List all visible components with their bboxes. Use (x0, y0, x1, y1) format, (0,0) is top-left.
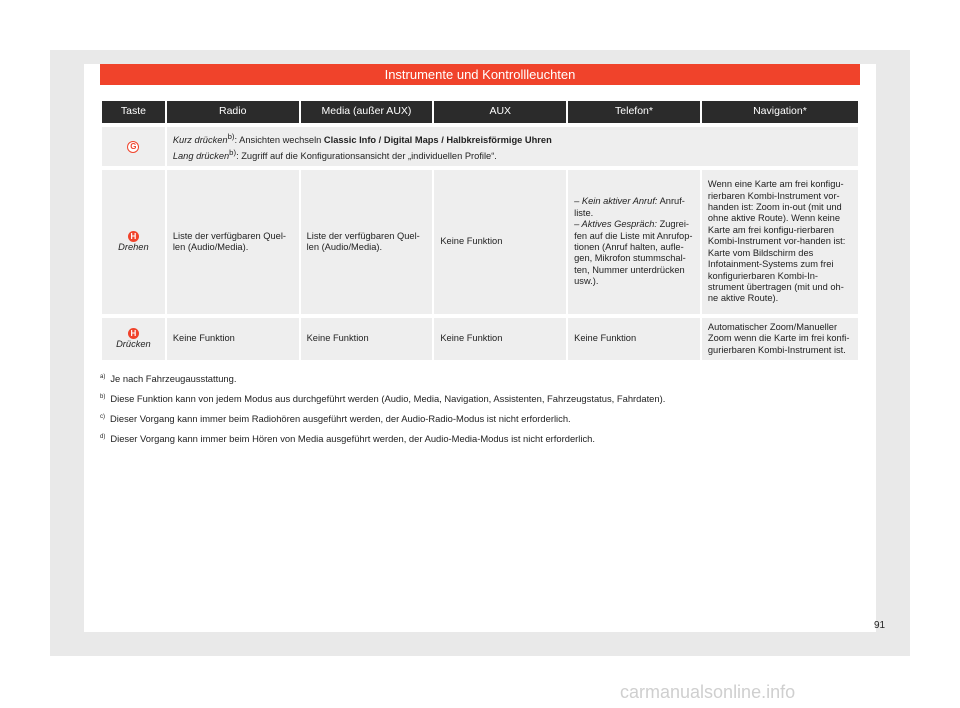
footnote-text: Diese Funktion kann von jedem Modus aus durchgeführt werden (Audio, Media, Navigation, Assistenten, Fahrzeugstatus, Fahrdaten). (110, 393, 666, 405)
section-title: Instrumente und Kontrollleuchten (100, 64, 860, 85)
key-action-label: Drehen (118, 242, 149, 252)
cell-radio: Keine Funktion (167, 314, 299, 360)
footnote-mark: d) (100, 434, 106, 441)
cell-telefon (568, 166, 700, 314)
key-cell-h-druecken (102, 314, 165, 360)
page-number: 91 (874, 620, 886, 631)
cell-media: Keine Funktion (301, 314, 433, 360)
controls-table (100, 101, 860, 360)
footnotes (100, 368, 860, 449)
cell-navigation: Automatischer Zoom/Manueller Zoom wenn die Karte im frei konfi-gurierbaren Kombi-Instrument ist. (702, 314, 858, 360)
footnote-mark: b) (100, 394, 106, 401)
table-row (102, 166, 858, 314)
footnote (100, 428, 860, 448)
footnote-mark: c) (100, 414, 105, 421)
active-call-label: – Aktives Gespräch: (574, 219, 657, 230)
header-taste: Taste (102, 101, 165, 123)
watermark: carmanualsonline.info (620, 682, 796, 702)
key-cell-g (102, 123, 165, 166)
key-g-icon: G (127, 141, 139, 153)
cell-aux: Keine Funktion (434, 314, 566, 360)
row-g-description (167, 123, 858, 166)
footnote-ref: b) (229, 147, 237, 157)
long-press-text: : Zugriff auf die Konfigurationsansicht der „individuellen Profile“. (236, 150, 497, 161)
header-media: Media (außer AUX) (301, 101, 433, 123)
footnote (100, 408, 860, 428)
key-action-label: Drücken (116, 339, 151, 350)
footnote-text: Dieser Vorgang kann immer beim Hören von Media ausgeführt werden, der Audio-Media-Modus ist nicht erforderlich. (110, 433, 595, 445)
long-press-label: Lang drücken (172, 150, 230, 161)
table-header-row (102, 101, 858, 123)
header-navigation: Navigation* (702, 101, 858, 123)
short-press-label: Kurz drücken (172, 135, 228, 146)
cell-telefon: Keine Funktion (568, 314, 700, 360)
table-row (102, 123, 858, 166)
key-h-icon: H (128, 231, 139, 242)
header-radio: Radio (167, 101, 299, 123)
footnote-ref: b) (227, 132, 235, 141)
footnote-mark: a) (100, 374, 106, 380)
header-telefon: Telefon* (568, 101, 700, 123)
key-cell-h-drehen (102, 166, 165, 314)
table-row (102, 314, 858, 360)
cell-aux: Keine Funktion (434, 166, 566, 314)
footnote (100, 388, 860, 408)
footnote-text: Je nach Fahrzeugausstattung. (110, 373, 237, 385)
no-call-text: Anruf-liste. (574, 196, 685, 218)
cell-media: Liste der verfügbaren Quel-len (Audio/Media). (301, 166, 433, 314)
active-call-text: Zugrei-fen auf die Liste mit Anrufop-tionen (Anruf halten, aufle-gen, Mikrofon stummschal-ten, Nummer unterdrücken usw.). (574, 219, 693, 287)
short-press-text: : Ansichten wechseln (234, 135, 324, 146)
view-names: Classic Info / Digital Maps / Halbkreisförmige Uhren (323, 135, 552, 146)
key-h-icon: H (128, 328, 139, 339)
footnote-text: Dieser Vorgang kann immer beim Radiohören ausgeführt werden, der Audio-Radio-Modus ist nicht erforderlich. (110, 413, 571, 425)
no-call-label: – Kein aktiver Anruf: (574, 196, 658, 207)
cell-navigation: Wenn eine Karte am frei konfigu-rierbaren Kombi-Instrument vor-handen ist: Zoom in-out (mit und ohne aktive Route). Wenn keine Karte am frei konfigu-rierbaren Kombi-Instrument vor-handen ist: Karte vom Bildschirm des Infotainment-Systems zum frei konfigurierbaren Kombi-In-strument übertragen (mit und oh-ne aktive Route). (702, 166, 858, 314)
footnote (100, 368, 860, 388)
cell-radio: Liste der verfügbaren Quel-len (Audio/Media). (167, 166, 299, 314)
header-aux: AUX (434, 101, 566, 123)
